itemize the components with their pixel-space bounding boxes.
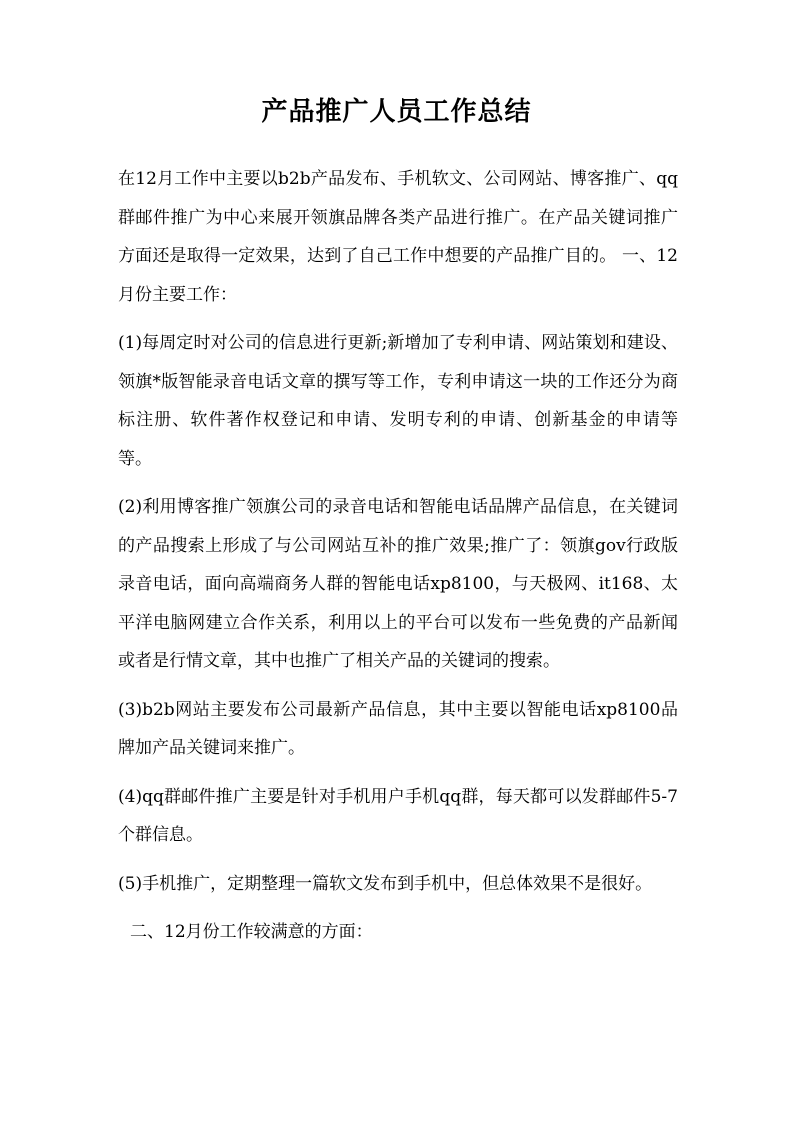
- document-title: 产品推广人员工作总结: [261, 97, 532, 127]
- paragraph-item-5: (5)手机推广，定期整理一篇软文发布到手机中，但总体效果不是很好。: [118, 873, 653, 894]
- paragraph-intro: 在12月工作中主要以b2b产品发布、手机软文、公司网站、博客推广、qq群邮件推广为中心来展开领旗品牌各类产品进行推广。在产品关键词推广方面还是取得一定效果，达到了自己工作中想要的产品推广目的。 一、12月份主要工作：: [118, 169, 678, 305]
- paragraph-item-1: (1)每周定时对公司的信息进行更新;新增加了专利申请、网站策划和建设、领旗*版智能录音电话文章的撰写等工作，专利申请这一块的工作还分为商标注册、软件著作权登记和申请、发明专利的申请、创新基金的申请等等。: [118, 333, 678, 469]
- paragraph-item-2: (2)利用博客推广领旗公司的录音电话和智能电话品牌产品信息，在关键词的产品搜索上形成了与公司网站互补的推广效果;推广了：领旗gov行政版录音电话，面向高端商务人群的智能电话xp8100，与天极网、it168、太平洋电脑网建立合作关系，利用以上的平台可以发布一些免费的产品新闻或者是行情文章，其中也推广了相关产品的关键词的搜索。: [118, 497, 678, 671]
- paragraph-item-3: (3)b2b网站主要发布公司最新产品信息，其中主要以智能电话xp8100品牌加产品关键词来推广。: [118, 699, 678, 758]
- paragraph-item-4: (4)qq群邮件推广主要是针对手机用户手机qq群，每天都可以发群邮件5-7个群信息。: [118, 786, 678, 845]
- section-heading-2: 二、12月份工作较满意的方面：: [130, 922, 373, 942]
- document-body: [118, 160, 678, 952]
